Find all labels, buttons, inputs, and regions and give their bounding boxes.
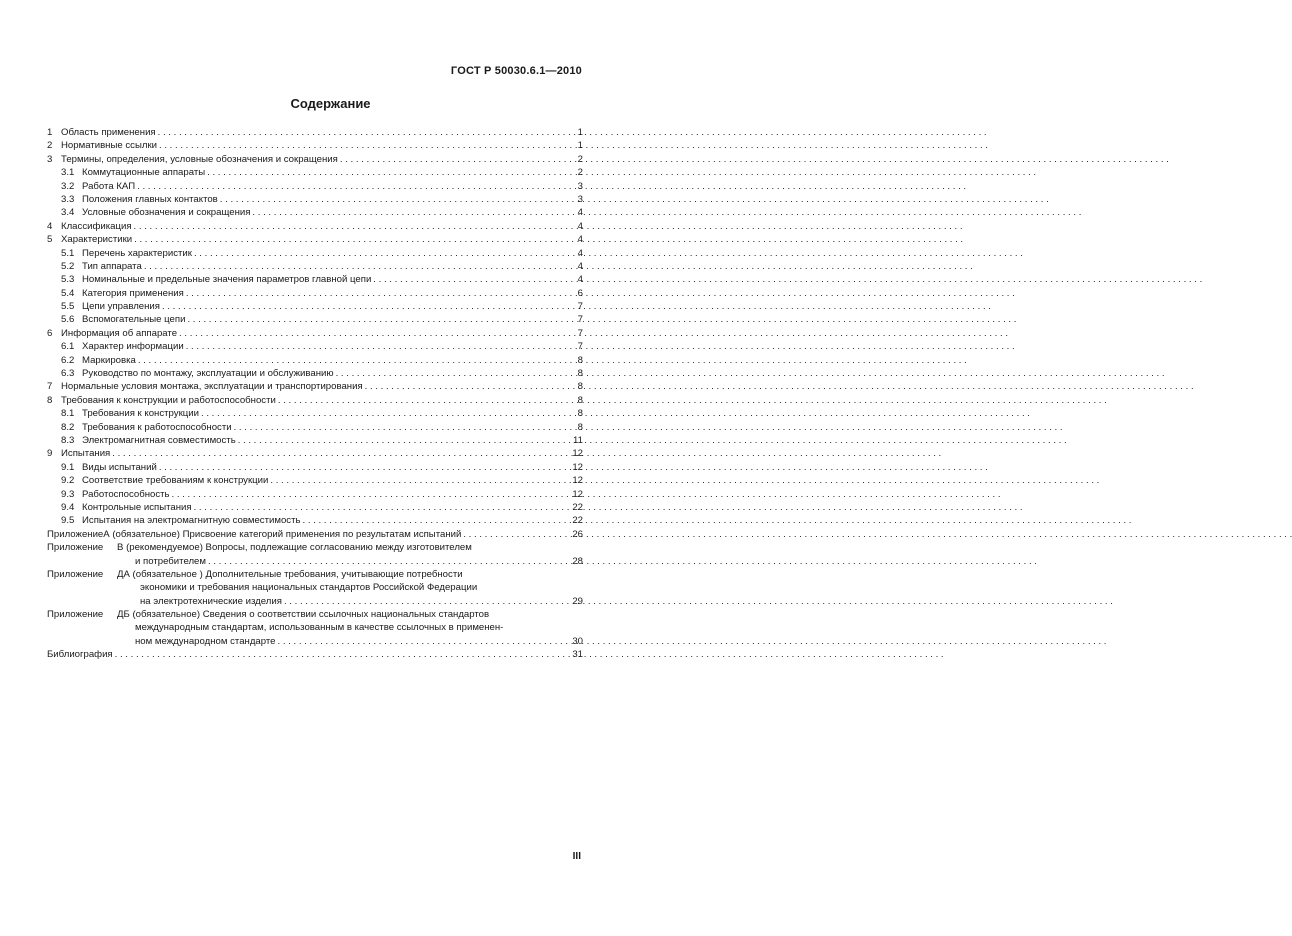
page-number: 22: [572, 515, 583, 527]
leader-dots: [186, 340, 576, 353]
appendix-label: Приложение: [47, 609, 104, 621]
page-number: 8: [577, 421, 583, 433]
toc-entry-title: Положения главных контактов: [82, 193, 218, 205]
document-code: ГОСТ Р 50030.6.1—2010: [450, 65, 582, 77]
leader-dots: [207, 166, 576, 179]
toc-entry[interactable]: [47, 461, 583, 474]
toc-entry-number: 6.1: [61, 341, 75, 353]
toc-entry-title: Электромагнитная совместимость: [82, 434, 236, 446]
toc-entry[interactable]: [47, 367, 583, 380]
toc-entry-number: 9: [47, 448, 53, 460]
toc-entry-title: Испытания: [61, 448, 111, 460]
page-number: 11: [573, 434, 583, 446]
leader-dots: [278, 635, 571, 648]
folio-page-number: III: [572, 851, 581, 862]
toc-entry-number: 3.1: [61, 167, 75, 179]
page-number: 7: [577, 314, 583, 326]
bibliography-title: Библиография: [47, 649, 113, 661]
leader-dots: [201, 407, 576, 420]
toc-entry[interactable]: [47, 260, 583, 273]
page-number: 8: [577, 381, 583, 393]
toc-entry-title: Виды испытаний: [82, 461, 157, 473]
appendix-title-cont: и потребителем: [135, 555, 206, 567]
appendix-title: А (обязательное) Присвоение категорий применения по результатам испытаний: [103, 528, 462, 540]
page-number: 12: [572, 461, 583, 473]
toc-entry[interactable]: [47, 447, 583, 460]
toc-entry-number: 5.2: [61, 260, 75, 272]
toc-entry[interactable]: [47, 340, 583, 353]
leader-dots: [179, 327, 576, 340]
toc-entry[interactable]: [47, 421, 583, 434]
toc-entry-number: 8: [47, 394, 53, 406]
toc-entry-number: 5.3: [61, 274, 75, 286]
appendix-title-cont: экономики и требования национальных стандартов Российской Федерации: [140, 582, 478, 594]
leader-dots: [234, 421, 576, 434]
page-number: 8: [577, 354, 583, 366]
page-title: Содержание: [290, 96, 371, 111]
toc-entry-title: Требования к работоспособности: [82, 421, 232, 433]
toc-entry[interactable]: [47, 313, 583, 326]
toc-entry-number: 5.5: [61, 301, 75, 313]
leader-dots: [284, 595, 570, 608]
appendix-b-line1[interactable]: [47, 541, 583, 554]
toc-entry-title: Тип аппарата: [82, 260, 142, 272]
toc-entry[interactable]: [47, 501, 583, 514]
toc-entry-number: 9.1: [61, 461, 75, 473]
toc-entry-number: 9.5: [61, 515, 75, 527]
leader-dots: [373, 273, 575, 286]
toc-entry-number: 3.4: [61, 207, 75, 219]
page-number: 31: [572, 649, 583, 661]
toc-entry-number: 7: [47, 381, 53, 393]
toc-entry[interactable]: [47, 126, 583, 139]
page-number: 7: [577, 301, 583, 313]
page-number: 4: [577, 274, 583, 286]
toc-entry[interactable]: [47, 273, 583, 286]
toc-entry-number: 5.6: [61, 314, 75, 326]
toc-entry[interactable]: [47, 206, 583, 219]
page-number: 29: [572, 595, 583, 607]
page-number: 12: [572, 448, 583, 460]
toc-entry-title: Нормальные условия монтажа, эксплуатации и транспортирования: [61, 381, 363, 393]
page-number: 4: [577, 234, 583, 246]
leader-dots: [115, 648, 571, 661]
appendix-title-cont: ном международном стандарте: [135, 635, 276, 647]
toc-entry[interactable]: [47, 139, 583, 152]
page-number: 12: [572, 488, 583, 500]
toc-entry-title: Классификация: [61, 220, 132, 232]
toc-entry[interactable]: [47, 233, 583, 246]
toc-entry-number: 5.1: [61, 247, 75, 259]
toc-entry[interactable]: [47, 354, 583, 367]
toc-entry[interactable]: [47, 474, 583, 487]
leader-dots: [138, 354, 576, 367]
toc-entry-number: 3.2: [61, 180, 75, 192]
toc-entry[interactable]: [47, 380, 583, 393]
toc-entry-title: Соответствие требованиям к конструкции: [82, 475, 269, 487]
appendix-b-line2[interactable]: [47, 555, 583, 568]
toc-entry[interactable]: [47, 300, 583, 313]
toc-entry-title: Термины, определения, условные обозначения и сокращения: [61, 153, 338, 165]
appendix-da-line1[interactable]: [47, 568, 583, 581]
leader-dots: [134, 233, 576, 246]
page-number: 1: [577, 140, 583, 152]
page-number: 4: [577, 260, 583, 272]
leader-dots: [336, 367, 576, 380]
page-number: 1: [577, 127, 583, 138]
toc-entry[interactable]: [47, 247, 583, 260]
toc-entry[interactable]: [47, 514, 583, 527]
toc-entry[interactable]: [47, 153, 583, 166]
toc-entry-number: 9.3: [61, 488, 75, 500]
page-number: 8: [577, 394, 583, 406]
leader-dots: [365, 380, 576, 393]
toc-entry-title: Характер информации: [82, 341, 184, 353]
leader-dots: [144, 260, 576, 273]
toc-entry-title: Работа КАП: [82, 180, 136, 192]
toc-entry-number: 8.3: [61, 434, 75, 446]
toc-entry[interactable]: [47, 434, 583, 447]
toc-entry-title: Нормативные ссылки: [61, 140, 158, 152]
toc-entry-title: Перечень характеристик: [82, 247, 192, 259]
page-number: 2: [577, 153, 583, 165]
page-number: 4: [577, 220, 583, 232]
toc-entry-title: Работоспособность: [82, 488, 170, 500]
leader-dots: [194, 501, 571, 514]
appendix-title-cont: на электротехнические изделия: [140, 595, 282, 607]
leader-dots: [302, 514, 570, 527]
page-number: 4: [577, 207, 583, 219]
appendix-da-line3[interactable]: [47, 595, 583, 608]
leader-dots: [162, 300, 576, 313]
page-number: 28: [572, 555, 583, 567]
toc-entry-number: 1: [47, 127, 53, 138]
page-number: 6: [577, 287, 583, 299]
appendix-db-line3[interactable]: [47, 635, 583, 648]
toc-entry-title: Условные обозначения и сокращения: [82, 207, 251, 219]
leader-dots: [186, 287, 576, 300]
leader-dots: [194, 247, 576, 260]
toc-entry-number: 5.4: [61, 287, 75, 299]
toc-entry-number: 6.3: [61, 368, 75, 380]
leader-dots: [252, 206, 575, 219]
page-number: 12: [572, 475, 583, 487]
page-number: 26: [572, 528, 583, 540]
leader-dots: [158, 126, 576, 139]
toc-entry-number: 8.1: [61, 408, 75, 420]
toc-list: [47, 126, 583, 528]
toc-entry-title: Характеристики: [61, 234, 133, 246]
toc-entry-title: Руководство по монтажу, эксплуатации и обслуживанию: [82, 368, 334, 380]
toc-entry[interactable]: [47, 407, 583, 420]
toc-entry-title: Испытания на электромагнитную совместимость: [82, 515, 301, 527]
table-of-contents: [47, 126, 583, 662]
page-number: 3: [577, 180, 583, 192]
page-number: 8: [577, 408, 583, 420]
toc-entry[interactable]: [47, 327, 583, 340]
appendix-list: [47, 528, 583, 662]
toc-entry-number: 9.4: [61, 501, 75, 513]
page-number: 7: [577, 341, 583, 353]
toc-entry-title: Маркировка: [82, 354, 136, 366]
leader-dots: [159, 139, 576, 152]
leader-dots: [112, 447, 570, 460]
toc-entry-number: 4: [47, 220, 53, 232]
bibliography-entry[interactable]: [47, 648, 583, 661]
leader-dots: [172, 488, 571, 501]
toc-entry-title: Требования к конструкции и работоспособности: [61, 394, 276, 406]
leader-dots: [134, 220, 576, 233]
toc-entry-number: 2: [47, 140, 53, 152]
toc-entry[interactable]: [47, 287, 583, 300]
toc-entry[interactable]: [47, 220, 583, 233]
toc-entry[interactable]: [47, 394, 583, 407]
appendix-title: В (рекомендуемое) Вопросы, подлежащие согласованию между изготовителем: [117, 542, 472, 554]
page-number: 7: [577, 327, 583, 339]
toc-entry-title: Информация об аппарате: [61, 327, 178, 339]
page-number: 8: [577, 368, 583, 380]
appendix-title-cont: международным стандартам, использованным в качестве ссылочных в применен-: [135, 622, 504, 634]
leader-dots: [270, 474, 570, 487]
toc-entry-title: Цепи управления: [82, 301, 160, 313]
appendix-title: ДБ (обязательное) Сведения о соответствии ссылочных национальных стандартов: [117, 609, 490, 621]
page-number: 4: [577, 247, 583, 259]
appendix-title: ДА (обязательное ) Дополнительные требования, учитывающие потребности: [117, 568, 463, 580]
leader-dots: [340, 153, 576, 166]
appendix-label: Приложение: [47, 542, 104, 554]
page-number: 30: [572, 635, 583, 647]
toc-entry[interactable]: [47, 488, 583, 501]
toc-entry-number: 3.3: [61, 193, 75, 205]
leader-dots: [238, 434, 571, 447]
toc-entry-number: 3: [47, 153, 53, 165]
page-number: 3: [577, 193, 583, 205]
page-number: 22: [572, 501, 583, 513]
toc-entry-number: 5: [47, 234, 53, 246]
appendix-label: Приложение: [47, 528, 104, 540]
leader-dots: [278, 394, 576, 407]
leader-dots: [137, 180, 576, 193]
toc-entry-title: Вспомогательные цепи: [82, 314, 186, 326]
toc-entry-title: Контрольные испытания: [82, 501, 192, 513]
toc-entry-title: Категория применения: [82, 287, 184, 299]
toc-entry-number: 6: [47, 327, 53, 339]
leader-dots: [208, 555, 570, 568]
toc-entry[interactable]: [47, 193, 583, 206]
leader-dots: [187, 313, 575, 326]
appendix-db-line1[interactable]: [47, 608, 583, 621]
appendix-db-line2: [47, 621, 583, 634]
toc-entry-number: 6.2: [61, 354, 75, 366]
page-number: 2: [577, 167, 583, 179]
appendix-label: Приложение: [47, 568, 104, 580]
toc-entry-title: Коммутационные аппараты: [82, 167, 206, 179]
toc-entry[interactable]: [47, 166, 583, 179]
appendix-da-line2: [47, 581, 583, 594]
toc-entry-title: Номинальные и предельные значения параметров главной цепи: [82, 274, 372, 286]
appendix-a[interactable]: [47, 528, 583, 541]
leader-dots: [159, 461, 571, 474]
leader-dots: [220, 193, 576, 206]
leader-dots: [463, 528, 570, 541]
toc-entry[interactable]: [47, 180, 583, 193]
toc-entry-title: Область применения: [61, 127, 156, 138]
toc-entry-title: Требования к конструкции: [82, 408, 199, 420]
toc-entry-number: 9.2: [61, 475, 75, 487]
toc-entry-number: 8.2: [61, 421, 75, 433]
